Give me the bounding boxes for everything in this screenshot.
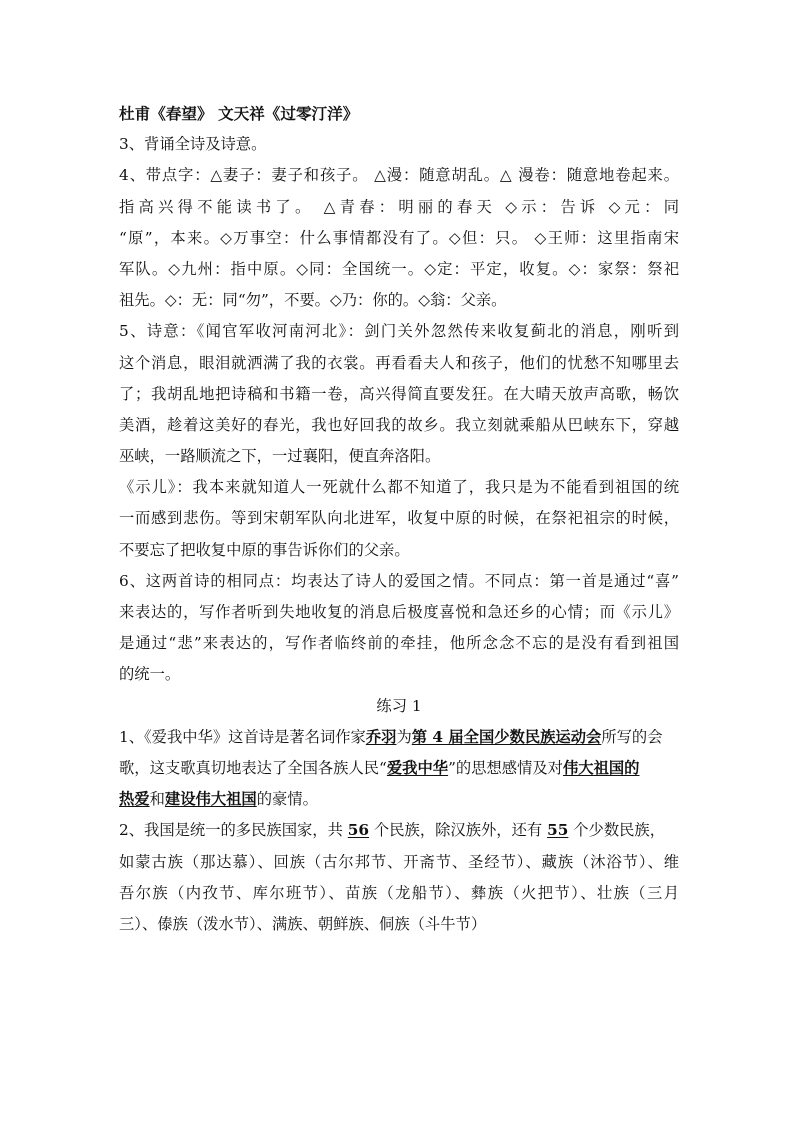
exercise-1-line	[119, 722, 679, 753]
item-5-line: 不要忘了把收复中原的事告诉你们的父亲。	[119, 540, 410, 559]
text-run: 所写的会	[601, 727, 663, 746]
exercise-heading: 练习 1	[376, 696, 422, 715]
item-4-line: “原”，本来。◇万事空：什么事情都没有了。◇但：只。 ◇王师：这里指南宋	[119, 228, 679, 247]
item-5-line: 一而感到悲伤。等到宋朝军队向北进军，收复中原的时候，在祭祀祖宗的时候，	[119, 509, 679, 528]
exercise-1-line	[119, 784, 679, 815]
answer-text: 56	[347, 821, 370, 840]
answer-text: 热爱	[119, 790, 150, 809]
text-run: 和	[149, 790, 165, 809]
text-run: 歌，这支歌真切地表达了全国各族人民“	[119, 758, 387, 777]
exercise-item-1	[119, 722, 679, 816]
item-5-line: 了；我胡乱地把诗稿和书籍一卷，高兴得简直要发狂。在大晴天放声高歌，畅饮	[119, 384, 679, 403]
item-5-line: 5、诗意：《闻官军收河南河北》：剑门关外忽然传来收复蓟北的消息，刚听到	[119, 322, 679, 341]
exercise-item-2	[119, 815, 679, 940]
item-5-line: 巫峡，一路顺流之下，一过襄阳，便直奔洛阳。	[119, 447, 441, 466]
answer-text: 建设伟大祖国	[164, 790, 257, 809]
item-4-line: 4、带点字：△妻子：妻子和孩子。 △漫：随意胡乱。△ 漫卷：随意地卷起来。	[119, 166, 679, 185]
item-4	[119, 160, 679, 316]
item-6	[119, 566, 679, 691]
text-run: 个民族，除汉族外，还有	[369, 821, 548, 840]
item-6-line: 是通过“悲”来表达的，写作者临终前的牵挂，他所念念不忘的是没有看到祖国	[119, 634, 679, 653]
item-4-line: 祖先。◇：无：同“勿”，不要。◇乃：你的。◇翁：父亲。	[119, 291, 507, 310]
exercise-2-line: 三）、傣族（泼水节）、满族、朝鲜族、侗族（斗牛节）	[119, 914, 487, 933]
exercise-1-line	[119, 753, 679, 784]
item-5-line: 这个消息，眼泪就洒满了我的衣裳。再看看夫人和孩子，他们的忧愁不知哪里去	[119, 353, 679, 372]
answer-text: 伟大祖国的	[562, 758, 640, 777]
item-5	[119, 316, 679, 566]
text-run: 的豪情。	[256, 790, 318, 809]
item-4-line: 军队。◇九州：指中原。◇同：全国统一。◇定：平定，收复。◇：家祭：祭祀	[119, 259, 679, 278]
text-run: ”的思想感情及对	[448, 758, 563, 777]
item-6-line: 6、这两首诗的相同点：均表达了诗人的爱国之情。不同点：第一首是通过“喜”	[119, 571, 679, 590]
document-content	[119, 98, 679, 940]
text-run: 2、我国是统一的多民族国家，共	[119, 821, 348, 840]
answer-text: 第 4 届全国少数民族运动会	[411, 727, 602, 746]
item-4-line: 指高兴得不能读书了。 △青春：明丽的春天 ◇示：告诉 ◇元：同	[119, 197, 679, 216]
exercise-2-line: 如蒙古族（那达慕）、回族（古尔邦节、开斋节、圣经节）、藏族（沐浴节）、维	[119, 852, 679, 871]
section-title: 杜甫《春望》 文天祥《过零汀洋》	[119, 104, 359, 123]
answer-text: 55	[547, 821, 569, 840]
exercise-2-line: 吾尔族（内孜节、库尔班节）、苗族（龙船节）、彝族（火把节）、壮族（三月	[119, 883, 679, 902]
text-run: 为	[396, 727, 412, 746]
item-5-line: 《示儿》：我本来就知道人一死就什么都不知道了，我只是为不能看到祖国的统	[119, 478, 679, 497]
answer-text: 乔羽	[365, 727, 397, 746]
item-6-line: 的统一。	[119, 665, 181, 684]
text-run: 个少数民族，	[568, 821, 666, 840]
text-run: 1、《爱我中华》这首诗是著名词作家	[119, 727, 366, 746]
item-5-line: 美酒，趁着这美好的春光，我也好回我的故乡。我立刻就乘船从巴峡东下，穿越	[119, 415, 679, 434]
item-6-line: 来表达的，写作者听到失地收复的消息后极度喜悦和急还乡的心情；而《示儿》	[119, 603, 679, 621]
answer-text: 爱我中华	[386, 758, 449, 777]
exercise-2-line	[119, 815, 679, 846]
item-3: 3、背诵全诗及诗意。	[119, 135, 267, 154]
